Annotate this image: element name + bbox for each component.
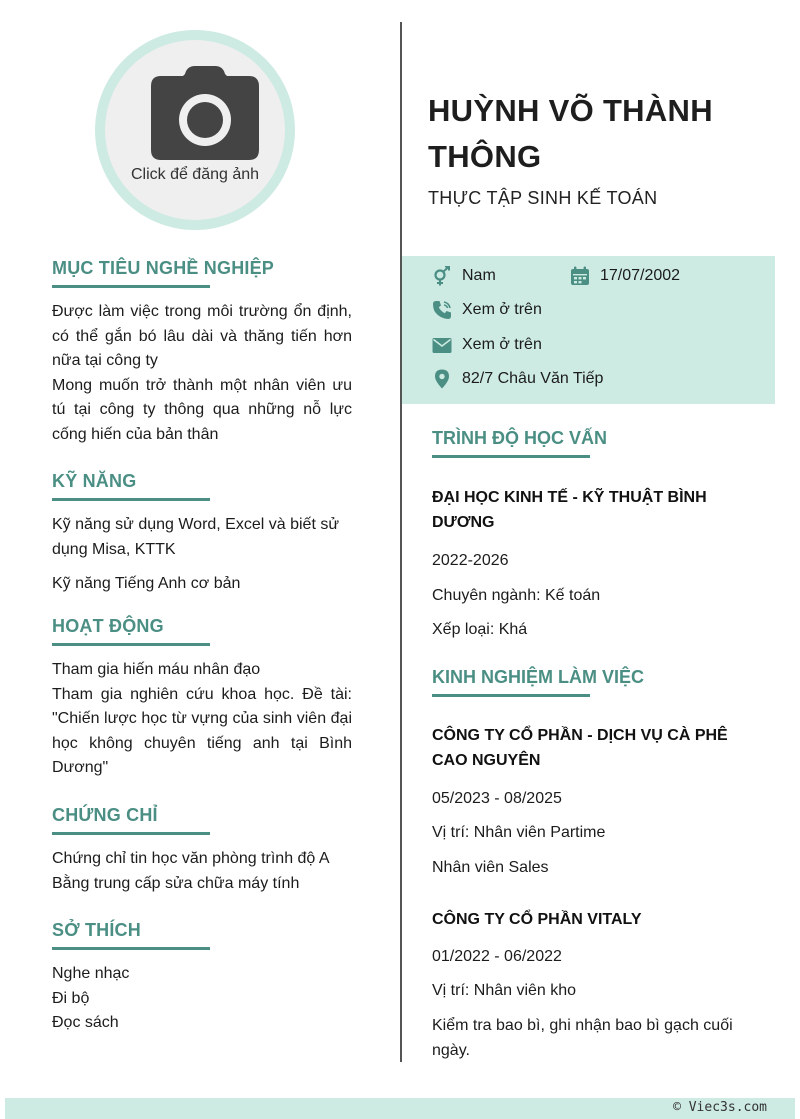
skills-section bbox=[52, 471, 352, 597]
career-goal-title: MỤC TIÊU NGHỀ NGHIỆP bbox=[52, 258, 210, 288]
skill-item: Kỹ năng Tiếng Anh cơ bản bbox=[52, 575, 241, 592]
job-company: CÔNG TY CỔ PHẦN VITALY bbox=[432, 911, 642, 928]
education-school: ĐẠI HỌC KINH TẾ - KỸ THUẬT BÌNH DƯƠNG bbox=[432, 489, 707, 531]
education-section bbox=[432, 428, 752, 642]
gender-value: Nam bbox=[462, 267, 496, 284]
avatar-upload[interactable] bbox=[95, 30, 295, 230]
hobbies-title: SỞ THÍCH bbox=[52, 920, 210, 950]
certificates-section bbox=[52, 805, 352, 896]
candidate-name: HUỲNH VÕ THÀNH THÔNG bbox=[428, 93, 713, 174]
avatar-caption: Click để đăng ảnh bbox=[130, 166, 260, 183]
contact-gender bbox=[432, 266, 496, 286]
hobbies-section bbox=[52, 920, 352, 1036]
gender-icon bbox=[432, 266, 452, 286]
hobby-item: Đi bộ bbox=[52, 989, 90, 1007]
phone-icon bbox=[432, 300, 452, 320]
career-goal-line: Được làm việc trong môi trường ổn định, có thể gắn bó lâu dài và thăng tiến hơn nữa tại công ty bbox=[52, 303, 352, 369]
activities-title: HOẠT ĐỘNG bbox=[52, 616, 210, 646]
experience-section bbox=[432, 667, 762, 1063]
address-value: 82/7 Châu Văn Tiếp bbox=[462, 370, 604, 387]
contact-address bbox=[432, 369, 603, 389]
camera-icon bbox=[151, 66, 259, 160]
footer-bar bbox=[5, 1098, 795, 1119]
activities-section bbox=[52, 616, 352, 781]
calendar-icon bbox=[570, 266, 590, 286]
career-goal-line: Mong muốn trở thành một nhân viên ưu tú tại công ty thông qua những nỗ lực cống hiến của bản thân bbox=[52, 376, 352, 443]
job-period: 01/2022 - 06/2022 bbox=[432, 948, 562, 965]
email-icon bbox=[432, 335, 452, 355]
avatar-placeholder[interactable] bbox=[105, 40, 285, 220]
job-company: CÔNG TY CỔ PHẦN - DỊCH VỤ CÀ PHÊ CAO NGUYÊN bbox=[432, 727, 728, 769]
job-detail: Kiểm tra bao bì, ghi nhận bao bì gạch cuối ngày. bbox=[432, 1017, 733, 1059]
certificate-line: Chứng chỉ tin học văn phòng trình độ A bbox=[52, 850, 330, 867]
career-goal-section bbox=[52, 258, 352, 447]
job-detail: Nhân viên Sales bbox=[432, 859, 549, 876]
education-major: Chuyên ngành: Kế toán bbox=[432, 587, 601, 604]
location-pin-icon bbox=[432, 369, 452, 389]
skill-item: Kỹ năng sử dụng Word, Excel và biết sử dụng Misa, KTTK bbox=[52, 516, 340, 558]
birthday-value: 17/07/2002 bbox=[600, 267, 681, 284]
certificate-line: Bằng trung cấp sửa chữa máy tính bbox=[52, 874, 300, 892]
hobby-item: Nghe nhạc bbox=[52, 965, 130, 982]
education-title: TRÌNH ĐỘ HỌC VẤN bbox=[432, 428, 590, 458]
skills-title: KỸ NĂNG bbox=[52, 471, 210, 501]
activity-line: Tham gia nghiên cứu khoa học. Đề tài: "Chiến lược học từ vựng của sinh viên đại học không chuyên tiếng anh tại Bình Dương" bbox=[52, 685, 352, 776]
column-divider bbox=[400, 22, 402, 1062]
job-position: Vị trí: Nhân viên Partime bbox=[432, 824, 606, 841]
contact-birthday bbox=[570, 266, 680, 286]
job-position: Vị trí: Nhân viên kho bbox=[432, 982, 577, 999]
education-period: 2022-2026 bbox=[432, 552, 509, 569]
candidate-role: THỰC TẬP SINH KẾ TOÁN bbox=[428, 188, 658, 208]
phone-value[interactable]: Xem ở trên bbox=[462, 301, 542, 318]
job-period: 05/2023 - 08/2025 bbox=[432, 790, 562, 807]
email-value[interactable]: Xem ở trên bbox=[462, 336, 542, 353]
contact-phone bbox=[432, 300, 542, 320]
contact-email bbox=[432, 335, 542, 355]
footer-credit[interactable]: © Viec3s.com bbox=[673, 1100, 767, 1115]
experience-title: KINH NGHIỆM LÀM VIỆC bbox=[432, 667, 590, 697]
hobby-item: Đọc sách bbox=[52, 1014, 119, 1031]
certificates-title: CHỨNG CHỈ bbox=[52, 805, 210, 835]
activity-line: Tham gia hiến máu nhân đạo bbox=[52, 661, 261, 678]
education-rank: Xếp loại: Khá bbox=[432, 621, 528, 638]
contact-panel bbox=[402, 256, 775, 404]
